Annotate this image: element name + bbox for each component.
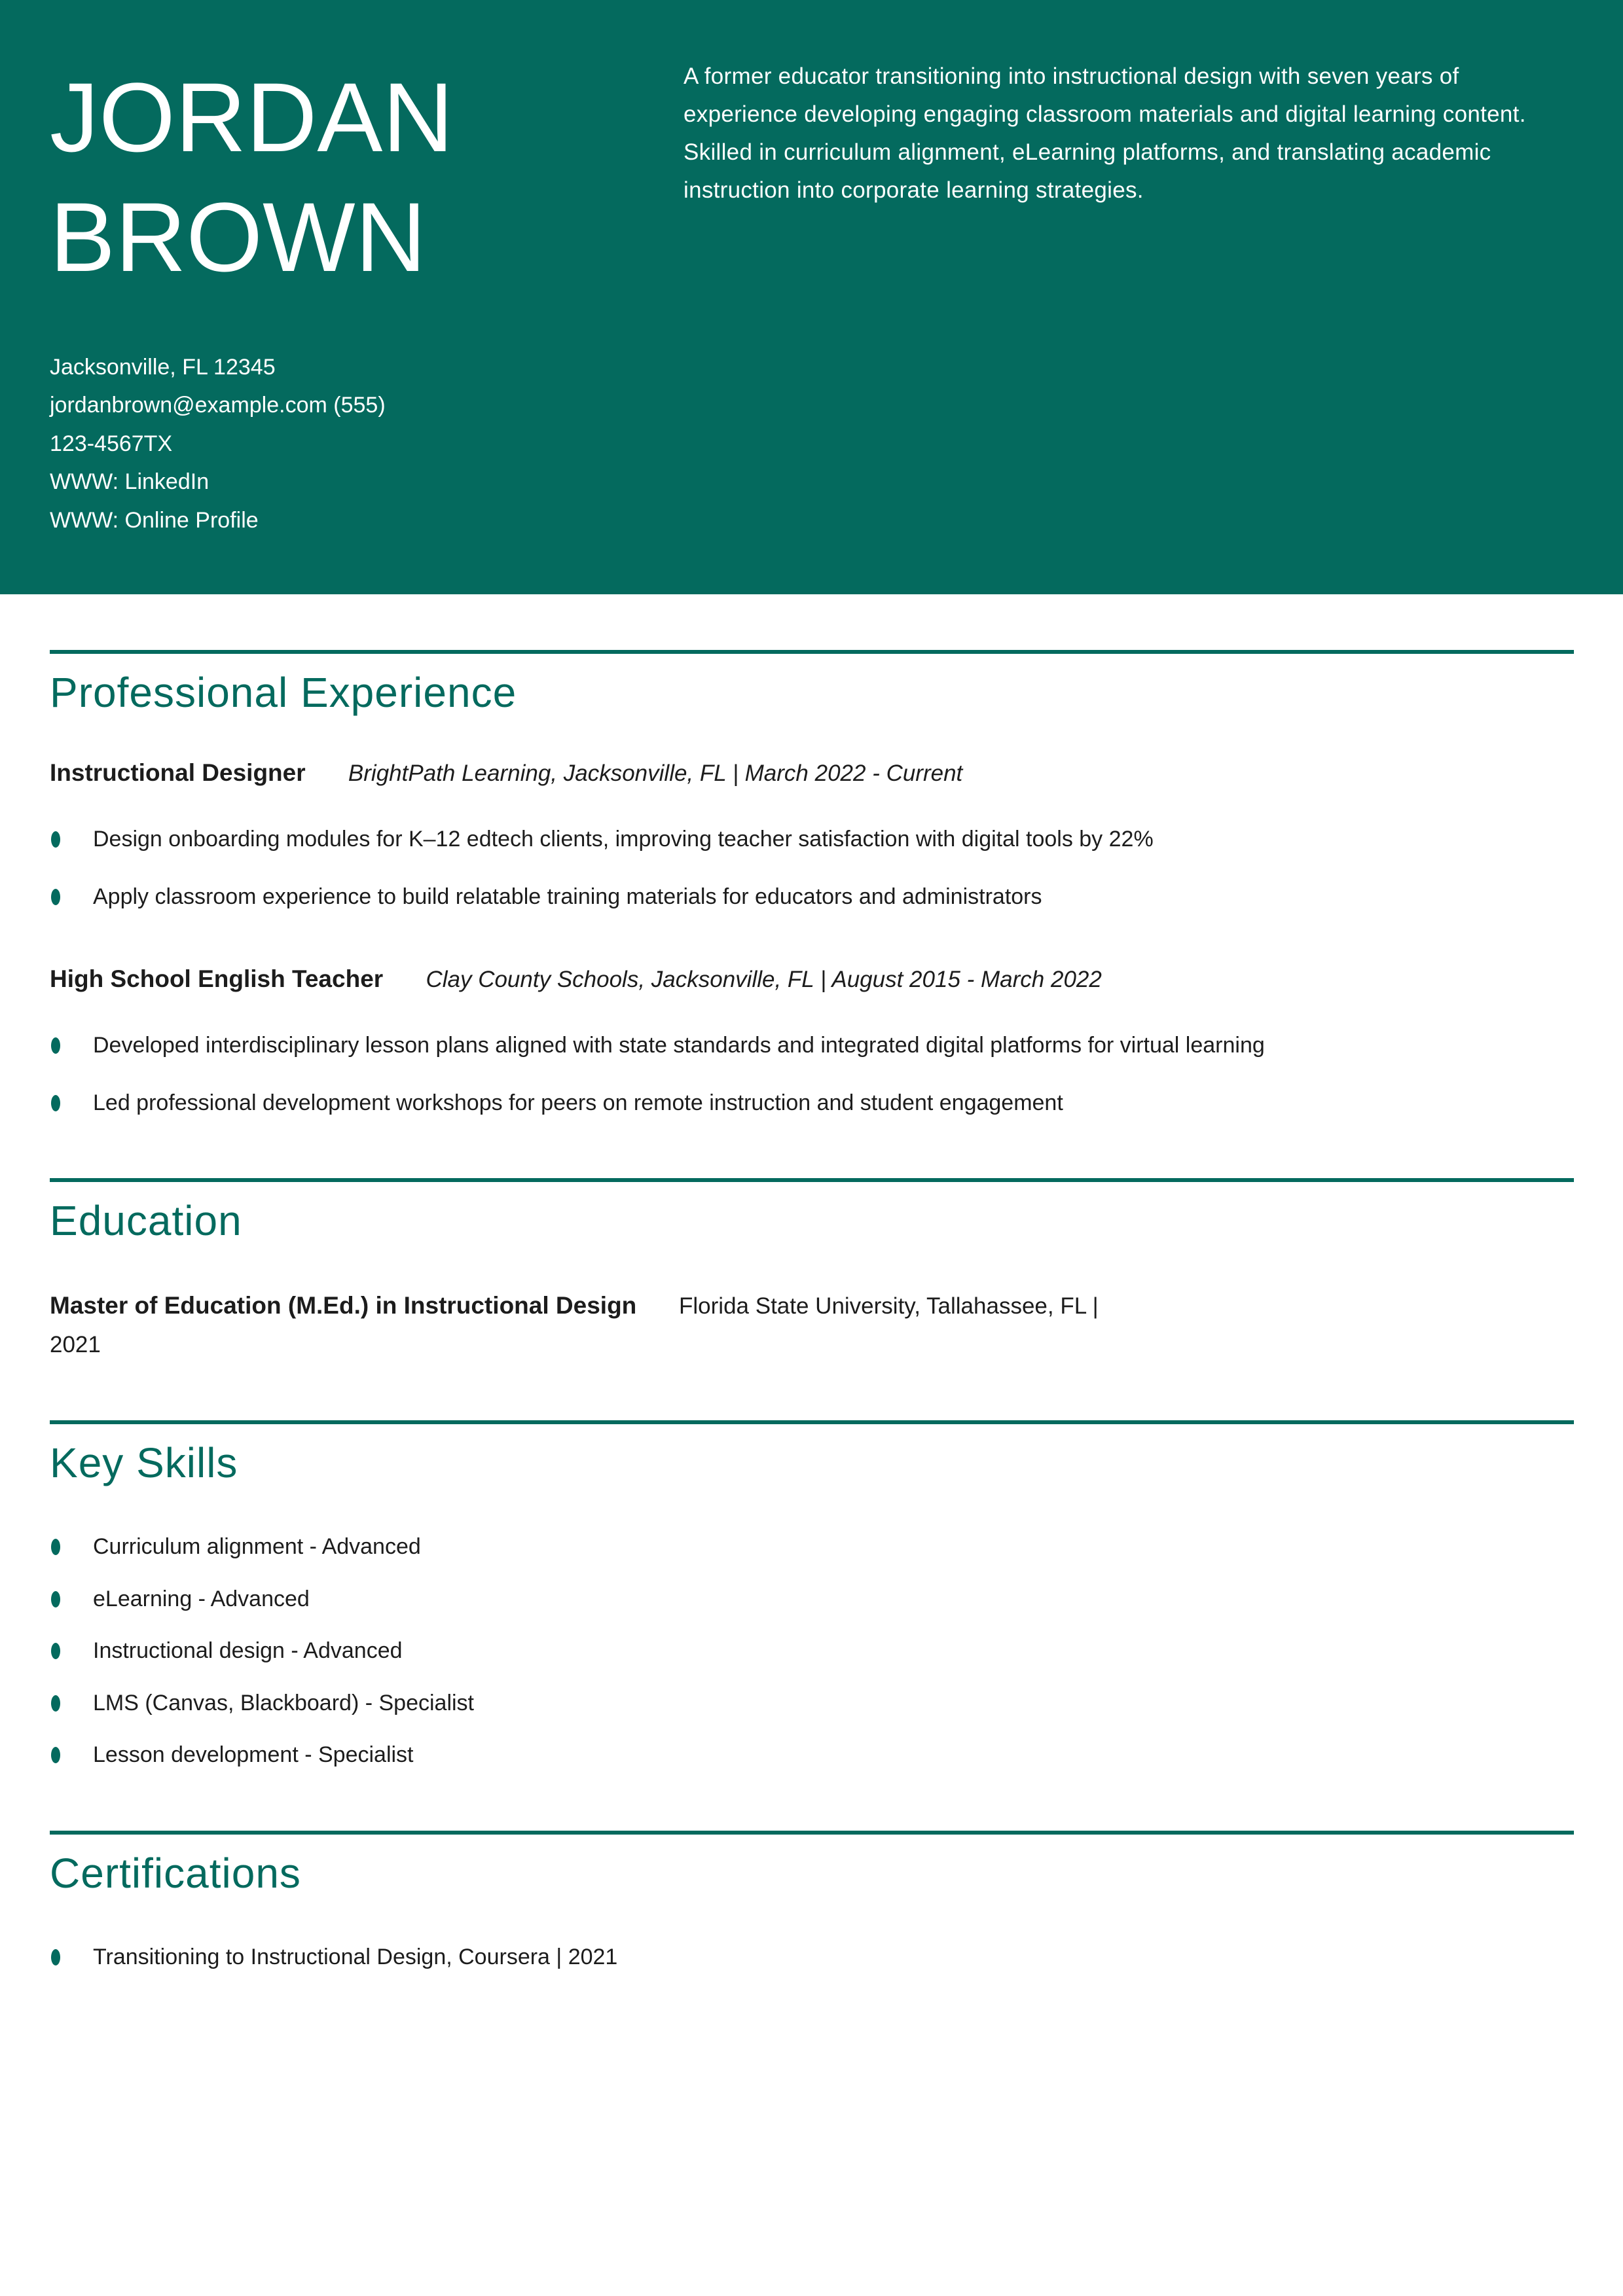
skill-text: Instructional design - Advanced	[93, 1638, 403, 1664]
bullet-text: Led professional development workshops for peers on remote instruction and student engagement	[93, 1090, 1063, 1115]
bullet-icon	[51, 1539, 60, 1555]
bullet-item	[50, 1084, 1574, 1123]
person-name: JORDAN BROWN	[50, 62, 454, 292]
section-divider	[50, 1420, 1574, 1424]
job-header	[50, 757, 1574, 789]
job-role: High School English Teacher	[50, 965, 384, 993]
skill-item	[50, 1736, 1574, 1775]
professional-summary: A former educator transitioning into instructional design with seven years of experience developing engaging classroom materials and digital learning content. Skilled in curriculum alignment, eLearning platforms, and translating academic instruction into corporate learning strategies.	[684, 63, 1526, 204]
contact-block	[50, 348, 652, 539]
job-entry	[50, 757, 1574, 916]
bullet-text: Design onboarding modules for K–12 edtech clients, improving teacher satisfaction with digital tools by 22%	[93, 827, 1154, 852]
bullet-icon	[51, 1095, 60, 1111]
header-left-column	[50, 58, 652, 594]
section-divider	[50, 650, 1574, 654]
job-meta: BrightPath Learning, Jacksonville, FL | March 2022 - Current	[348, 761, 963, 786]
bullet-icon	[51, 1643, 60, 1659]
header-right-column	[684, 58, 1574, 594]
section-title-experience: Professional Experience	[50, 669, 517, 716]
bullet-icon	[51, 1695, 60, 1712]
skill-item	[50, 1632, 1574, 1671]
education-content	[50, 1285, 1574, 1365]
job-bullet-list	[50, 820, 1574, 916]
school-name: Florida State University, Tallahassee, FL |	[679, 1293, 1099, 1319]
contact-line: Jacksonville, FL 12345	[50, 355, 276, 380]
certifications-list	[50, 1938, 1574, 1977]
graduation-year: 2021	[50, 1332, 101, 1358]
section-divider	[50, 1178, 1574, 1182]
certification-text: Transitioning to Instructional Design, Coursera | 2021	[93, 1944, 618, 1969]
bullet-item	[50, 820, 1574, 859]
section-title-skills: Key Skills	[50, 1439, 238, 1487]
resume-body	[50, 650, 1574, 1977]
bullet-text: Apply classroom experience to build relatable training materials for educators and administrators	[93, 884, 1042, 909]
experience-content	[50, 757, 1574, 1122]
job-meta: Clay County Schools, Jacksonville, FL | August 2015 - March 2022	[426, 967, 1102, 993]
skill-text: Curriculum alignment - Advanced	[93, 1534, 421, 1560]
section-title-education: Education	[50, 1197, 242, 1245]
degree-name: Master of Education (M.Ed.) in Instructional Design	[50, 1292, 637, 1319]
job-header	[50, 963, 1574, 995]
job-bullet-list	[50, 1026, 1574, 1122]
skill-item	[50, 1580, 1574, 1619]
certifications-content	[50, 1938, 1574, 1977]
contact-line: WWW: LinkedIn	[50, 469, 210, 495]
section-certifications	[50, 1831, 1574, 1977]
header-banner	[0, 0, 1623, 594]
bullet-text: Developed interdisciplinary lesson plans aligned with state standards and integrated digital platforms for virtual learning	[93, 1033, 1265, 1058]
section-title-certifications: Certifications	[50, 1849, 301, 1897]
job-entry	[50, 963, 1574, 1122]
skill-text: LMS (Canvas, Blackboard) - Specialist	[93, 1690, 475, 1715]
bullet-icon	[51, 1747, 60, 1763]
skill-item	[50, 1528, 1574, 1567]
certification-item	[50, 1938, 1574, 1977]
bullet-item	[50, 1026, 1574, 1066]
section-divider	[50, 1831, 1574, 1835]
bullet-icon	[51, 889, 60, 905]
education-entry	[50, 1285, 1574, 1365]
bullet-icon	[51, 1949, 60, 1965]
bullet-icon	[51, 831, 60, 848]
bullet-item	[50, 878, 1574, 917]
skills-content	[50, 1528, 1574, 1775]
job-role: Instructional Designer	[50, 759, 306, 786]
section-experience	[50, 650, 1574, 1122]
contact-line: WWW: Online Profile	[50, 507, 259, 533]
bullet-icon	[51, 1591, 60, 1607]
contact-line: jordanbrown@example.com (555)	[50, 393, 386, 418]
section-skills	[50, 1420, 1574, 1775]
section-education	[50, 1178, 1574, 1365]
bullet-icon	[51, 1037, 60, 1054]
skill-item	[50, 1684, 1574, 1723]
contact-line: 123-4567TX	[50, 431, 173, 456]
skills-list	[50, 1528, 1574, 1775]
skill-text: eLearning - Advanced	[93, 1586, 310, 1611]
skill-text: Lesson development - Specialist	[93, 1742, 414, 1768]
